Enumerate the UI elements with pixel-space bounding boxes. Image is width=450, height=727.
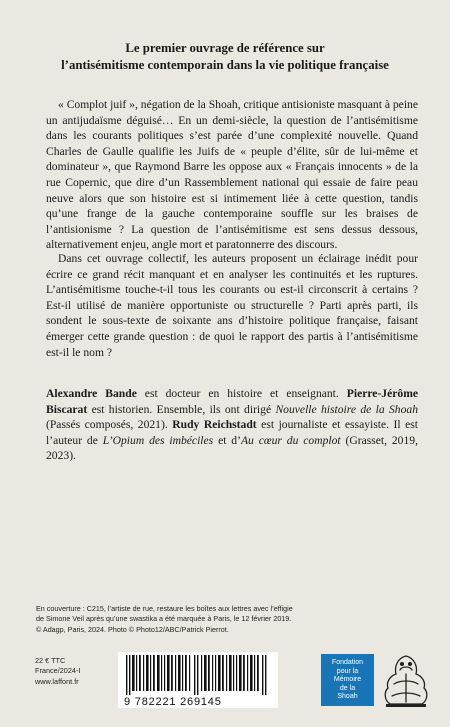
author-name-bande: Alexandre Bande: [46, 387, 137, 400]
fondation-logo-line: de la: [339, 684, 356, 692]
price: 22 € TTC: [35, 656, 66, 665]
headline-line-2: l’antisémitisme contemporain dans la vie politique française: [61, 58, 389, 72]
author-bios: [46, 386, 418, 464]
author-name-reichstadt: Rudy Reichstadt: [172, 418, 257, 432]
fondation-logo-line: Fondation: [331, 659, 364, 666]
cover-credits: [36, 604, 336, 635]
book-title: Nouvelle histoire de la Shoah: [275, 402, 418, 416]
fondation-logo-line: Mémoire: [333, 676, 362, 684]
publisher-url: www.laffont.fr: [35, 676, 79, 686]
author-bio-text: (Passés composés, 2021).: [46, 418, 173, 432]
credits-line: © Adagp, Paris, 2024. Photo © Photo12/ABC/Patrick Pierrot.: [36, 624, 229, 634]
fondation-memoire-shoah-logo: [321, 654, 374, 706]
credits-line: de Simone Veil après qu’une swastika a été marquée à Paris, le 12 février 2019.: [36, 614, 292, 624]
author-bio-text: est docteur en histoire et enseignant.: [136, 387, 347, 400]
fondation-logo-line: pour la: [336, 667, 359, 675]
price-block: [35, 656, 115, 687]
author-name-biscarat: Pierre-Jérôme Biscarat: [46, 387, 418, 416]
book-title: L’Opium des imbéciles: [102, 433, 214, 447]
edition-code: France/2024-I: [35, 666, 81, 676]
headline: [40, 40, 410, 74]
credits-line: En couverture : C215, l’artiste de rue, restaure les boîtes aux lettres avec l’effigie: [36, 604, 293, 613]
fondation-logo-line: Shoah: [337, 693, 358, 701]
publisher-emblem-icon: [380, 652, 432, 710]
headline-line-1: Le premier ouvrage de référence sur: [125, 41, 325, 55]
author-bio-text: est historien. Ensemble, ils ont dirigé: [87, 402, 276, 416]
isbn-number: 9 782221 269145: [124, 696, 222, 708]
isbn-barcode: [118, 652, 278, 708]
description-paragraph-2: Dans cet ouvrage collectif, les auteurs proposent un éclairage inédit pour écrire ce grand récit manquant et en analyser les continuités et les ruptures. L’antisémitisme touche-t-il tous les courants ou est-il circonscrit à certains ? Est-il utilisé de manière opportuniste ou structurelle ? Parti après parti, ils sondent le sous-texte de soixante ans d’histoire politique française, faisant émerger cette grande question : de quoi le rapport des partis à l’antisémitisme est-il le nom ?: [46, 252, 418, 359]
author-bio-text: est journaliste et essayiste. Il est l’auteur de: [46, 418, 418, 447]
barcode-bars: [124, 655, 272, 695]
description-paragraph-1: « Complot juif », négation de la Shoah, critique antisioniste masquant à peine un antijudaïsme déguisé… En un demi-siècle, la question de l’antisémitisme dans les courants politiques s’est parée d’une complexité nouvelle. Quand Charles de Gaulle qualifie les Juifs de « peuple d’élite, sûr de lui-même et dominateur », que Raymond Barre les oppose aux « Français innocents » de la rue Copernic, que dire d’un Rassemblement national qui essaie de faire peau neuve alors que son histoire est si intimement liée à cette question, tandis qu’une frange de la gauche contemporaine souffle sur les braises de l’antisionisme ? La question de l’antisémitisme est sens dessus dessous, alternativement enjeu, angle mort et paratonnerre des discours.: [46, 98, 418, 252]
author-bio-text: et d’: [213, 433, 241, 447]
book-title: Au cœur du complot: [240, 433, 341, 447]
author-bio-text: (Grasset, 2019, 2023).: [46, 433, 418, 463]
